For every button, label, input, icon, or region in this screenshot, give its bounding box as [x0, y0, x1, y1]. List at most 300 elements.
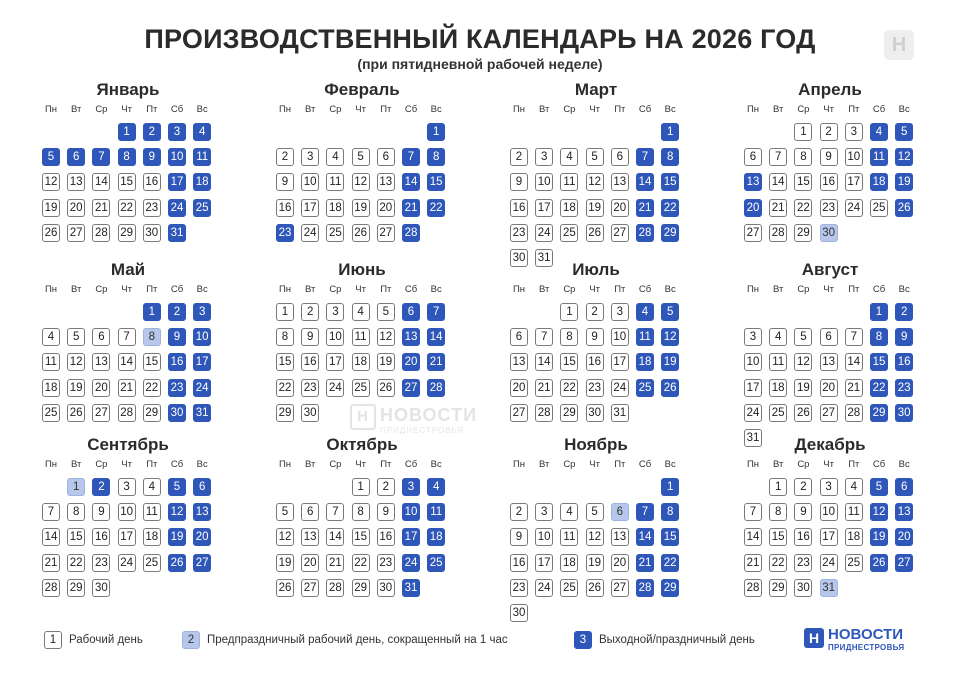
day-cell: 1 [427, 123, 445, 141]
day-cell: 7 [326, 503, 344, 521]
weekday-label: Вт [773, 459, 784, 470]
day-cell: 7 [769, 148, 787, 166]
day-cell: 11 [143, 503, 161, 521]
day-cell: 9 [794, 503, 812, 521]
day-cell: 9 [586, 328, 604, 346]
day-cell: 15 [870, 353, 888, 371]
day-cell: 17 [301, 199, 319, 217]
month-name: Сентябрь [87, 435, 169, 454]
day-cell: 16 [586, 353, 604, 371]
day-cell: 14 [427, 328, 445, 346]
day-cell: 2 [586, 303, 604, 321]
day-cell: 31 [168, 224, 186, 242]
day-cell: 2 [92, 478, 110, 496]
day-cell: 2 [794, 478, 812, 496]
day-cell: 5 [352, 148, 370, 166]
day-cell: 8 [870, 328, 888, 346]
day-cell: 19 [661, 353, 679, 371]
watermark-name: НОВОСТИ [380, 405, 478, 425]
day-cell: 15 [661, 173, 679, 191]
day-cell: 4 [560, 148, 578, 166]
day-cell: 29 [560, 404, 578, 422]
day-cell: 1 [870, 303, 888, 321]
day-cell: 10 [301, 173, 319, 191]
day-cell: 20 [67, 199, 85, 217]
day-cell: 14 [744, 528, 762, 546]
day-cell: 13 [611, 528, 629, 546]
day-cell: 8 [661, 503, 679, 521]
day-cell: 25 [352, 379, 370, 397]
day-cell: 2 [168, 303, 186, 321]
day-cell: 6 [611, 503, 629, 521]
day-cell: 3 [326, 303, 344, 321]
day-cell: 6 [193, 478, 211, 496]
day-cell: 9 [92, 503, 110, 521]
day-cell: 26 [586, 224, 604, 242]
day-cell: 27 [377, 224, 395, 242]
day-cell: 20 [402, 353, 420, 371]
day-cell: 9 [377, 503, 395, 521]
page-title: ПРОИЗВОДСТВЕННЫЙ КАЛЕНДАРЬ НА 2026 ГОД [144, 24, 816, 54]
weekday-label: Чт [589, 284, 600, 295]
day-cell: 5 [377, 303, 395, 321]
day-cell: 15 [427, 173, 445, 191]
day-cell: 30 [895, 404, 913, 422]
day-cell: 18 [560, 554, 578, 572]
day-cell: 31 [193, 404, 211, 422]
weekday-label: Вс [664, 284, 676, 295]
day-cell: 5 [42, 148, 60, 166]
day-cell: 9 [820, 148, 838, 166]
day-cell: 30 [301, 404, 319, 422]
day-cell: 23 [143, 199, 161, 217]
legend-off [574, 631, 755, 649]
day-cell: 27 [301, 579, 319, 597]
day-cell: 4 [560, 503, 578, 521]
day-cell: 29 [794, 224, 812, 242]
day-cell: 10 [535, 528, 553, 546]
day-cell: 26 [42, 224, 60, 242]
weekday-label: Вт [539, 284, 550, 295]
day-cell: 19 [42, 199, 60, 217]
weekday-label: Чт [823, 104, 834, 115]
day-cell: 13 [402, 328, 420, 346]
day-cell: 22 [560, 379, 578, 397]
day-cell: 3 [168, 123, 186, 141]
day-cell: 12 [168, 503, 186, 521]
day-cell: 14 [118, 353, 136, 371]
day-cell: 10 [402, 503, 420, 521]
day-cell: 12 [794, 353, 812, 371]
day-cell: 31 [611, 404, 629, 422]
weekday-label: Чт [121, 284, 132, 295]
day-cell: 10 [535, 173, 553, 191]
day-cell: 5 [895, 123, 913, 141]
day-cell: 13 [377, 173, 395, 191]
day-cell: 28 [402, 224, 420, 242]
day-cell: 28 [636, 579, 654, 597]
day-cell: 28 [92, 224, 110, 242]
day-cell: 24 [845, 199, 863, 217]
day-cell: 15 [276, 353, 294, 371]
day-cell: 19 [794, 379, 812, 397]
day-cell: 11 [636, 328, 654, 346]
day-cell: 28 [845, 404, 863, 422]
day-cell: 8 [560, 328, 578, 346]
day-cell: 11 [326, 173, 344, 191]
day-cell: 5 [586, 148, 604, 166]
weekday-label: Вт [305, 284, 316, 295]
day-cell: 23 [895, 379, 913, 397]
day-cell: 12 [377, 328, 395, 346]
day-cell: 3 [611, 303, 629, 321]
weekday-label: Сб [638, 459, 652, 470]
day-cell: 29 [870, 404, 888, 422]
day-cell: 24 [535, 579, 553, 597]
weekday-label: Ср [95, 284, 108, 295]
weekday-label: Пт [146, 284, 158, 295]
watermark-logo-icon: Н [350, 404, 376, 430]
day-cell: 2 [510, 148, 528, 166]
weekday-label: Сб [170, 459, 184, 470]
day-cell: 28 [118, 404, 136, 422]
day-cell: 29 [143, 404, 161, 422]
day-cell: 15 [67, 528, 85, 546]
day-cell: 20 [820, 379, 838, 397]
day-cell: 14 [402, 173, 420, 191]
day-cell: 5 [586, 503, 604, 521]
day-cell: 16 [168, 353, 186, 371]
day-cell: 3 [845, 123, 863, 141]
day-cell: 30 [510, 249, 528, 267]
day-cell: 27 [402, 379, 420, 397]
day-cell: 31 [744, 429, 762, 447]
day-cell: 27 [611, 579, 629, 597]
day-cell: 12 [586, 173, 604, 191]
day-cell: 30 [168, 404, 186, 422]
day-cell: 11 [42, 353, 60, 371]
day-cell: 5 [168, 478, 186, 496]
weekday-label: Вт [539, 459, 550, 470]
day-cell: 1 [118, 123, 136, 141]
day-cell: 28 [636, 224, 654, 242]
day-cell: 3 [535, 503, 553, 521]
day-cell: 3 [193, 303, 211, 321]
day-cell: 27 [820, 404, 838, 422]
day-cell: 9 [510, 528, 528, 546]
day-cell: 2 [377, 478, 395, 496]
weekday-label: Пт [380, 104, 392, 115]
month-name: Октябрь [326, 435, 398, 454]
day-cell: 4 [845, 478, 863, 496]
weekday-label: Ср [797, 104, 810, 115]
weekday-label: Чт [589, 104, 600, 115]
day-cell: 25 [560, 579, 578, 597]
day-cell: 6 [744, 148, 762, 166]
day-cell: 6 [895, 478, 913, 496]
day-cell: 18 [326, 199, 344, 217]
weekday-label: Чт [121, 459, 132, 470]
day-cell: 22 [276, 379, 294, 397]
weekday-label: Сб [404, 104, 418, 115]
day-cell: 13 [510, 353, 528, 371]
day-cell: 22 [661, 199, 679, 217]
day-cell: 29 [276, 404, 294, 422]
day-cell: 15 [143, 353, 161, 371]
day-cell: 22 [661, 554, 679, 572]
weekday-label: Пн [512, 104, 526, 115]
day-cell: 21 [535, 379, 553, 397]
weekday-label: Пн [44, 284, 58, 295]
legend-pre-sample: 2 [182, 631, 200, 649]
day-cell: 17 [402, 528, 420, 546]
day-cell: 30 [377, 579, 395, 597]
weekday-label: Чт [823, 284, 834, 295]
day-cell: 2 [276, 148, 294, 166]
day-cell: 24 [402, 554, 420, 572]
day-cell: 6 [611, 148, 629, 166]
day-cell: 21 [636, 199, 654, 217]
day-cell: 12 [870, 503, 888, 521]
day-cell: 15 [661, 528, 679, 546]
day-cell: 16 [794, 528, 812, 546]
day-cell: 7 [845, 328, 863, 346]
day-cell: 17 [118, 528, 136, 546]
day-cell: 3 [301, 148, 319, 166]
day-cell: 10 [611, 328, 629, 346]
day-cell: 9 [276, 173, 294, 191]
day-cell: 16 [143, 173, 161, 191]
day-cell: 8 [427, 148, 445, 166]
day-cell: 21 [427, 353, 445, 371]
day-cell: 24 [118, 554, 136, 572]
weekday-label: Пн [746, 104, 760, 115]
day-cell: 10 [193, 328, 211, 346]
day-cell: 23 [510, 579, 528, 597]
day-cell: 9 [510, 173, 528, 191]
day-cell: 25 [560, 224, 578, 242]
weekday-label: Ср [563, 104, 576, 115]
day-cell: 13 [611, 173, 629, 191]
day-cell: 23 [301, 379, 319, 397]
weekday-label: Вс [664, 459, 676, 470]
day-cell: 24 [301, 224, 319, 242]
day-cell: 30 [510, 604, 528, 622]
day-cell: 26 [661, 379, 679, 397]
weekday-label: Пн [746, 459, 760, 470]
weekday-label: Пт [614, 459, 626, 470]
day-cell: 10 [118, 503, 136, 521]
day-cell: 19 [586, 554, 604, 572]
month-name: Март [574, 80, 618, 99]
weekday-label: Пт [848, 459, 860, 470]
day-cell: 26 [276, 579, 294, 597]
weekday-label: Вт [71, 459, 82, 470]
weekday-label: Пн [44, 104, 58, 115]
weekday-label: Сб [872, 284, 886, 295]
day-cell: 25 [769, 404, 787, 422]
weekday-label: Вт [71, 104, 82, 115]
day-cell: 22 [769, 554, 787, 572]
day-cell: 8 [661, 148, 679, 166]
day-cell: 8 [769, 503, 787, 521]
day-cell: 10 [326, 328, 344, 346]
day-cell: 2 [143, 123, 161, 141]
day-cell: 29 [352, 579, 370, 597]
day-cell: 15 [352, 528, 370, 546]
day-cell: 15 [769, 528, 787, 546]
weekday-label: Пт [848, 284, 860, 295]
weekday-label: Пт [614, 284, 626, 295]
day-cell: 1 [794, 123, 812, 141]
day-cell: 9 [301, 328, 319, 346]
weekday-label: Ср [563, 284, 576, 295]
weekday-label: Вс [898, 459, 910, 470]
day-cell: 24 [820, 554, 838, 572]
day-cell: 9 [168, 328, 186, 346]
day-cell: 29 [118, 224, 136, 242]
day-cell: 12 [67, 353, 85, 371]
day-cell: 29 [769, 579, 787, 597]
month-name: Июнь [338, 260, 386, 279]
weekday-label: Ср [95, 459, 108, 470]
day-cell: 29 [67, 579, 85, 597]
day-cell: 3 [744, 328, 762, 346]
weekday-label: Ср [329, 104, 342, 115]
day-cell: 14 [326, 528, 344, 546]
weekday-label: Чт [823, 459, 834, 470]
day-cell: 26 [870, 554, 888, 572]
day-cell: 4 [870, 123, 888, 141]
day-cell: 30 [92, 579, 110, 597]
day-cell: 13 [895, 503, 913, 521]
day-cell: 10 [744, 353, 762, 371]
weekday-label: Сб [638, 284, 652, 295]
day-cell: 2 [820, 123, 838, 141]
day-cell: 8 [276, 328, 294, 346]
day-cell: 4 [636, 303, 654, 321]
day-cell: 11 [769, 353, 787, 371]
day-cell: 23 [276, 224, 294, 242]
day-cell: 1 [769, 478, 787, 496]
day-cell: 28 [744, 579, 762, 597]
weekday-label: Вс [898, 104, 910, 115]
day-cell: 18 [427, 528, 445, 546]
day-cell: 13 [820, 353, 838, 371]
day-cell: 1 [67, 478, 85, 496]
day-cell: 17 [845, 173, 863, 191]
day-cell: 27 [67, 224, 85, 242]
day-cell: 14 [845, 353, 863, 371]
weekday-label: Пн [278, 104, 292, 115]
day-cell: 6 [820, 328, 838, 346]
month-name: Ноябрь [564, 435, 628, 454]
weekday-label: Чт [355, 459, 366, 470]
day-cell: 25 [193, 199, 211, 217]
day-cell: 21 [92, 199, 110, 217]
day-cell: 25 [143, 554, 161, 572]
day-cell: 10 [168, 148, 186, 166]
day-cell: 5 [870, 478, 888, 496]
day-cell: 1 [352, 478, 370, 496]
day-cell: 27 [611, 224, 629, 242]
day-cell: 8 [143, 328, 161, 346]
day-cell: 16 [377, 528, 395, 546]
day-cell: 22 [427, 199, 445, 217]
day-cell: 4 [193, 123, 211, 141]
brand-sub: ПРИДНЕСТРОВЬЯ [828, 643, 905, 652]
day-cell: 18 [352, 353, 370, 371]
day-cell: 25 [870, 199, 888, 217]
day-cell: 4 [769, 328, 787, 346]
day-cell: 3 [535, 148, 553, 166]
day-cell: 4 [42, 328, 60, 346]
day-cell: 19 [586, 199, 604, 217]
legend-work-label: Рабочий день [69, 634, 143, 646]
day-cell: 15 [560, 353, 578, 371]
day-cell: 17 [193, 353, 211, 371]
day-cell: 26 [794, 404, 812, 422]
legend-work-sample: 1 [44, 631, 62, 649]
day-cell: 1 [661, 478, 679, 496]
weekday-label: Сб [404, 459, 418, 470]
logo-icon [884, 30, 914, 60]
day-cell: 7 [92, 148, 110, 166]
day-cell: 10 [820, 503, 838, 521]
day-cell: 22 [352, 554, 370, 572]
day-cell: 27 [193, 554, 211, 572]
day-cell: 14 [92, 173, 110, 191]
day-cell: 18 [870, 173, 888, 191]
day-cell: 16 [895, 353, 913, 371]
weekday-label: Пн [278, 284, 292, 295]
day-cell: 13 [92, 353, 110, 371]
day-cell: 13 [301, 528, 319, 546]
day-cell: 4 [326, 148, 344, 166]
day-cell: 23 [820, 199, 838, 217]
weekday-label: Пн [44, 459, 58, 470]
day-cell: 18 [636, 353, 654, 371]
day-cell: 17 [611, 353, 629, 371]
weekday-label: Вт [773, 104, 784, 115]
month-name: Август [801, 260, 859, 279]
day-cell: 17 [744, 379, 762, 397]
day-cell: 17 [535, 199, 553, 217]
day-cell: 20 [611, 199, 629, 217]
day-cell: 21 [744, 554, 762, 572]
day-cell: 2 [510, 503, 528, 521]
weekday-label: Вс [196, 284, 208, 295]
month-name: Февраль [324, 80, 400, 99]
day-cell: 31 [820, 579, 838, 597]
day-cell: 18 [845, 528, 863, 546]
weekday-label: Вт [71, 284, 82, 295]
day-cell: 9 [143, 148, 161, 166]
weekday-label: Пн [512, 284, 526, 295]
day-cell: 20 [193, 528, 211, 546]
day-cell: 5 [794, 328, 812, 346]
watermark-sub: ПРИДНЕСТРОВЬЯ [380, 426, 465, 435]
day-cell: 4 [352, 303, 370, 321]
day-cell: 10 [845, 148, 863, 166]
weekday-label: Сб [872, 459, 886, 470]
day-cell: 23 [586, 379, 604, 397]
day-cell: 30 [143, 224, 161, 242]
day-cell: 3 [118, 478, 136, 496]
day-cell: 17 [326, 353, 344, 371]
weekday-label: Пт [146, 104, 158, 115]
weekday-label: Чт [121, 104, 132, 115]
